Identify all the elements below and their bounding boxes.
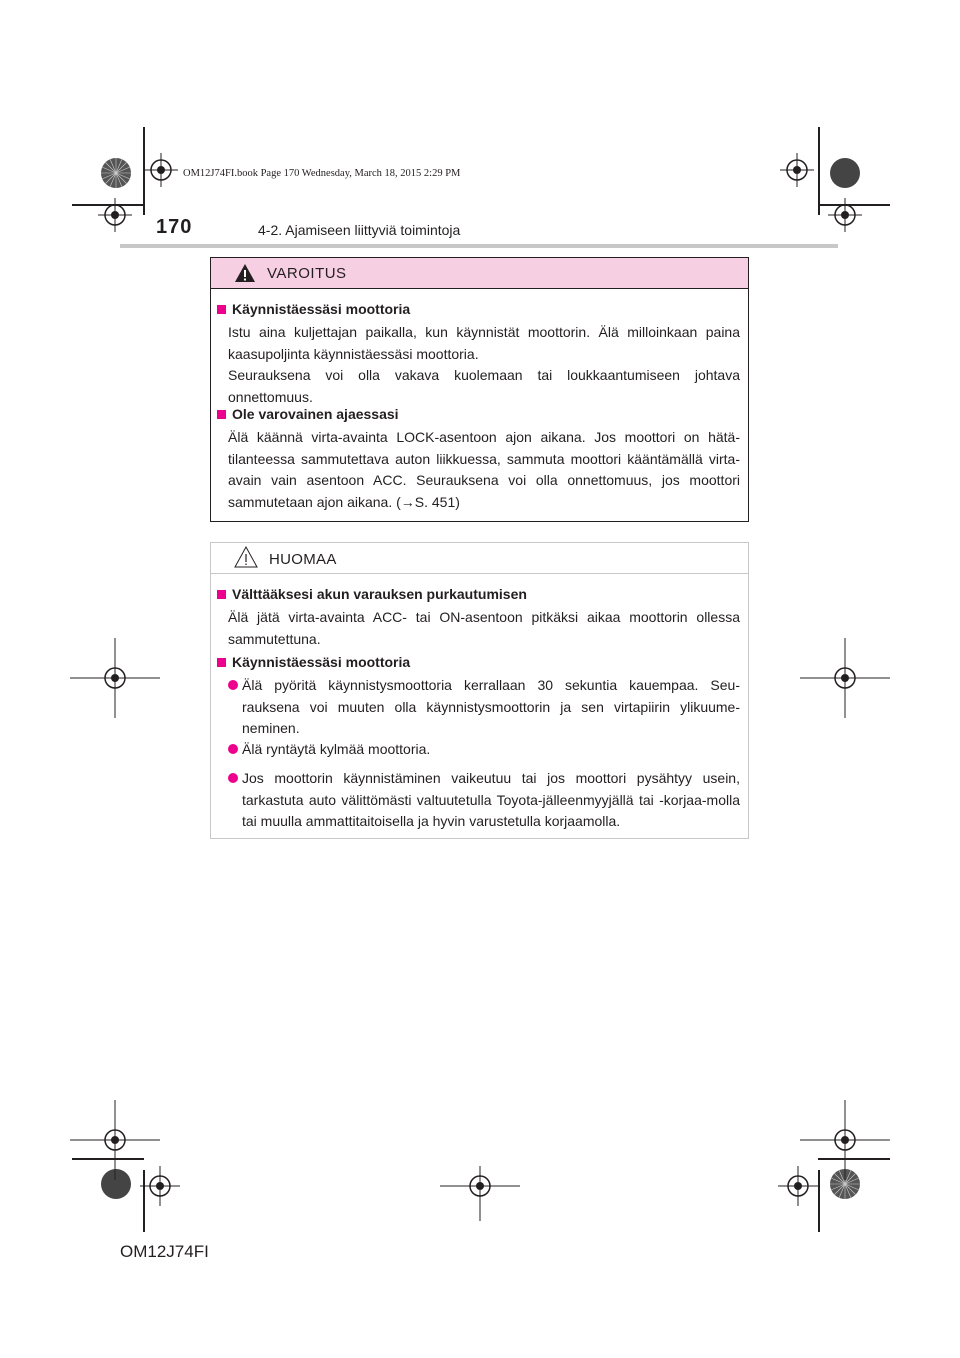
notice-bullet: Jos moottorin käynnistäminen vaikeutuu tai jos moottori pysähtyy usein, tarkastuta auto välittömästi valtuutetulla Toyota-jälleenmyyjällä tai -korjaa-molla tai muulla ammattitaitoisella ja hyvin varustetulla korjaamolla.: [228, 768, 740, 833]
registration-dot-icon: [829, 157, 861, 189]
section-title: 4-2. Ajamiseen liittyviä toimintoja: [258, 222, 461, 238]
notice-paragraph: Älä jätä virta-avainta ACC- tai ON-asentoon pitkäksi aikaa moottorin ollessa sammutettuna.: [228, 609, 740, 647]
notice-header: [211, 543, 748, 574]
square-bullet-icon: [217, 410, 226, 419]
registration-starburst-icon: [100, 157, 132, 189]
square-bullet-icon: [217, 590, 226, 599]
warning-triangle-icon: [234, 263, 256, 283]
crosshair-target-icon: [140, 1166, 180, 1206]
crosshair-target-icon: [778, 1166, 818, 1206]
square-bullet-icon: [217, 305, 226, 314]
manual-code: OM12J74FI: [120, 1242, 209, 1261]
warning-title: VAROITUS: [267, 265, 347, 282]
header-rule: [120, 244, 838, 248]
notice-box: [210, 542, 749, 839]
warning-box: [210, 257, 749, 522]
notice-bullet: Älä ryntäytä kylmää moottoria.: [228, 739, 740, 761]
notice-title: HUOMAA: [269, 551, 337, 568]
crosshair-target-icon: [98, 198, 132, 232]
notice-bullet: Älä pyöritä käynnistysmoottoria kerrallaan 30 sekuntia kauempaa. Seu-rauksena voi muuten olla käynnistysmoottorin ja sen virtapiirin ylikuume-neminen.: [228, 675, 740, 740]
round-bullet-icon: [228, 744, 238, 754]
warning-paragraph: Älä käännä virta-avainta LOCK-asentoon ajon aikana. Jos moottori on hätä-tilanteessa sammutettava auton liikkuessa, sammuta moottori kääntämällä virta-avain vain asentoon ACC. Seurauksena voi olla onnettomuus, jos moottori sammutetaan ajon aikana. (→S. 451): [228, 429, 740, 510]
warning-paragraph: Istu aina kuljettajan paikalla, kun käynnistät moottorin. Älä milloinkaan paina kaasupoljinta käynnistäessäsi moottoria.: [228, 324, 740, 362]
crosshair-target-icon: [144, 153, 178, 187]
crosshair-target-icon: [800, 638, 890, 718]
square-bullet-icon: [217, 658, 226, 667]
notice-item-heading: Käynnistäessäsi moottoria: [217, 654, 410, 670]
crop-mark: [818, 127, 820, 215]
caution-triangle-icon: [234, 545, 258, 569]
print-info: OM12J74FI.book Page 170 Wednesday, March 18, 2015 2:29 PM: [183, 168, 461, 179]
notice-item-heading: Välttääksesi akun varauksen purkautumisen: [217, 586, 527, 602]
warning-item-heading: Ole varovainen ajaessasi: [217, 406, 399, 422]
crosshair-target-icon: [440, 1166, 520, 1221]
warning-paragraph: Seurauksena voi olla vakava kuolemaan tai loukkaantumiseen johtava onnettomuus.: [228, 367, 740, 405]
warning-item-heading: Käynnistäessäsi moottoria: [217, 301, 410, 317]
crosshair-target-icon: [828, 198, 862, 232]
crosshair-target-icon: [70, 638, 160, 718]
page-number: 170: [156, 216, 193, 238]
round-bullet-icon: [228, 680, 238, 690]
warning-header: [211, 258, 748, 289]
crosshair-target-icon: [780, 153, 814, 187]
round-bullet-icon: [228, 773, 238, 783]
